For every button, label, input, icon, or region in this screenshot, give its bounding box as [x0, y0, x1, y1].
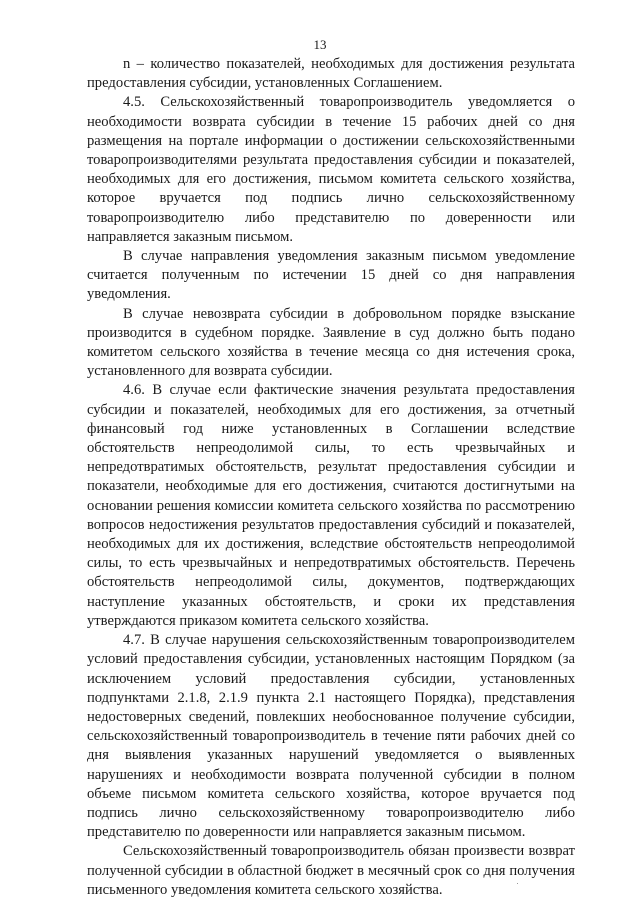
paragraph-notice-by-mail: В случае направления уведомления заказным письмом уведомление считается полученным по истечении 15 дней со дня направления уведомления. [87, 248, 575, 303]
paragraph-4-6: 4.6. В случае если фактические значения результата предоставления субсидии и показателей, необходимых для его достижения, за отчетный финансовый год ниже установленных в Соглашении вследствие обстоятельств непреодолимой силы, то есть чрезвычайных и непредотвратимых обстоятельств, результат предоставления субсидии и показатели, необходимые для его достижения, считаются достигнутыми на основании решения комиссии комитета сельского хозяйства по рассмотрению вопросов недостижения результатов предоставления субсидий и показателей, необходимых для их достижения, вследствие обстоятельств непреодолимой силы, то есть чрезвычайных и непредотвратимых обстоятельств. Перечень обстоятельств непреодолимой силы, документов, подтверждающих наступление указанных обстоятельств, и сроки их представления утверждаются приказом комитета сельского хозяйства. [87, 382, 575, 629]
document-body [87, 55, 575, 900]
paragraph-n-definition: n – количество показателей, необходимых для достижения результата предоставления субсидии, установленных Соглашением. [87, 56, 575, 92]
paragraph-4-7: 4.7. В случае нарушения сельскохозяйственным товаропроизводителем условий предоставления субсидии, установленных настоящим Порядком (за исключением условий предоставления субсидии, установленных подпунктами 2.1.8, 2.1.9 пункта 2.1 настоящего Порядка), представления недостоверных сведений, повлекших необоснованное получение субсидии, сельскохозяйственный товаропроизводитель в течение пяти рабочих дней со дня выявления указанных нарушений уведомляется о выявленных нарушениях и необходимости возврата полученной субсидии в полном объеме письмом комитета сельского хозяйства, которое вручается под подпись лично сельскохозяйственному товаропроизводителю либо представителю по доверенности или направляется заказным письмом. [87, 632, 575, 841]
paragraph-return-obligation: Сельскохозяйственный товаропроизводитель обязан произвести возврат полученной субсидии в областной бюджет в месячный срок со дня получения письменного уведомления комитета сельского хозяйства. [87, 843, 575, 898]
page-number: 13 [313, 37, 327, 52]
paragraph-4-5: 4.5. Сельскохозяйственный товаропроизводитель уведомляется о необходимости возврата субсидии в течение 15 рабочих дней со дня размещения на портале информации о достижении сельскохозяйственными товаропроизводителями результата предоставления субсидии и показателей, необходимых для его достижения, письмом комитета сельского хозяйства, которое вручается под подпись лично сельскохозяйственному товаропроизводителю либо представителю по доверенности или направляется заказным письмом. [87, 94, 575, 245]
paragraph-court-recovery: В случае невозврата субсидии в добровольном порядке взыскание производится в судебном порядке. Заявление в суд должно быть подано комитетом сельского хозяйства в течение месяца со дня истечения срока, установленного для возврата субсидии. [87, 305, 575, 380]
scan-speck [517, 883, 518, 884]
